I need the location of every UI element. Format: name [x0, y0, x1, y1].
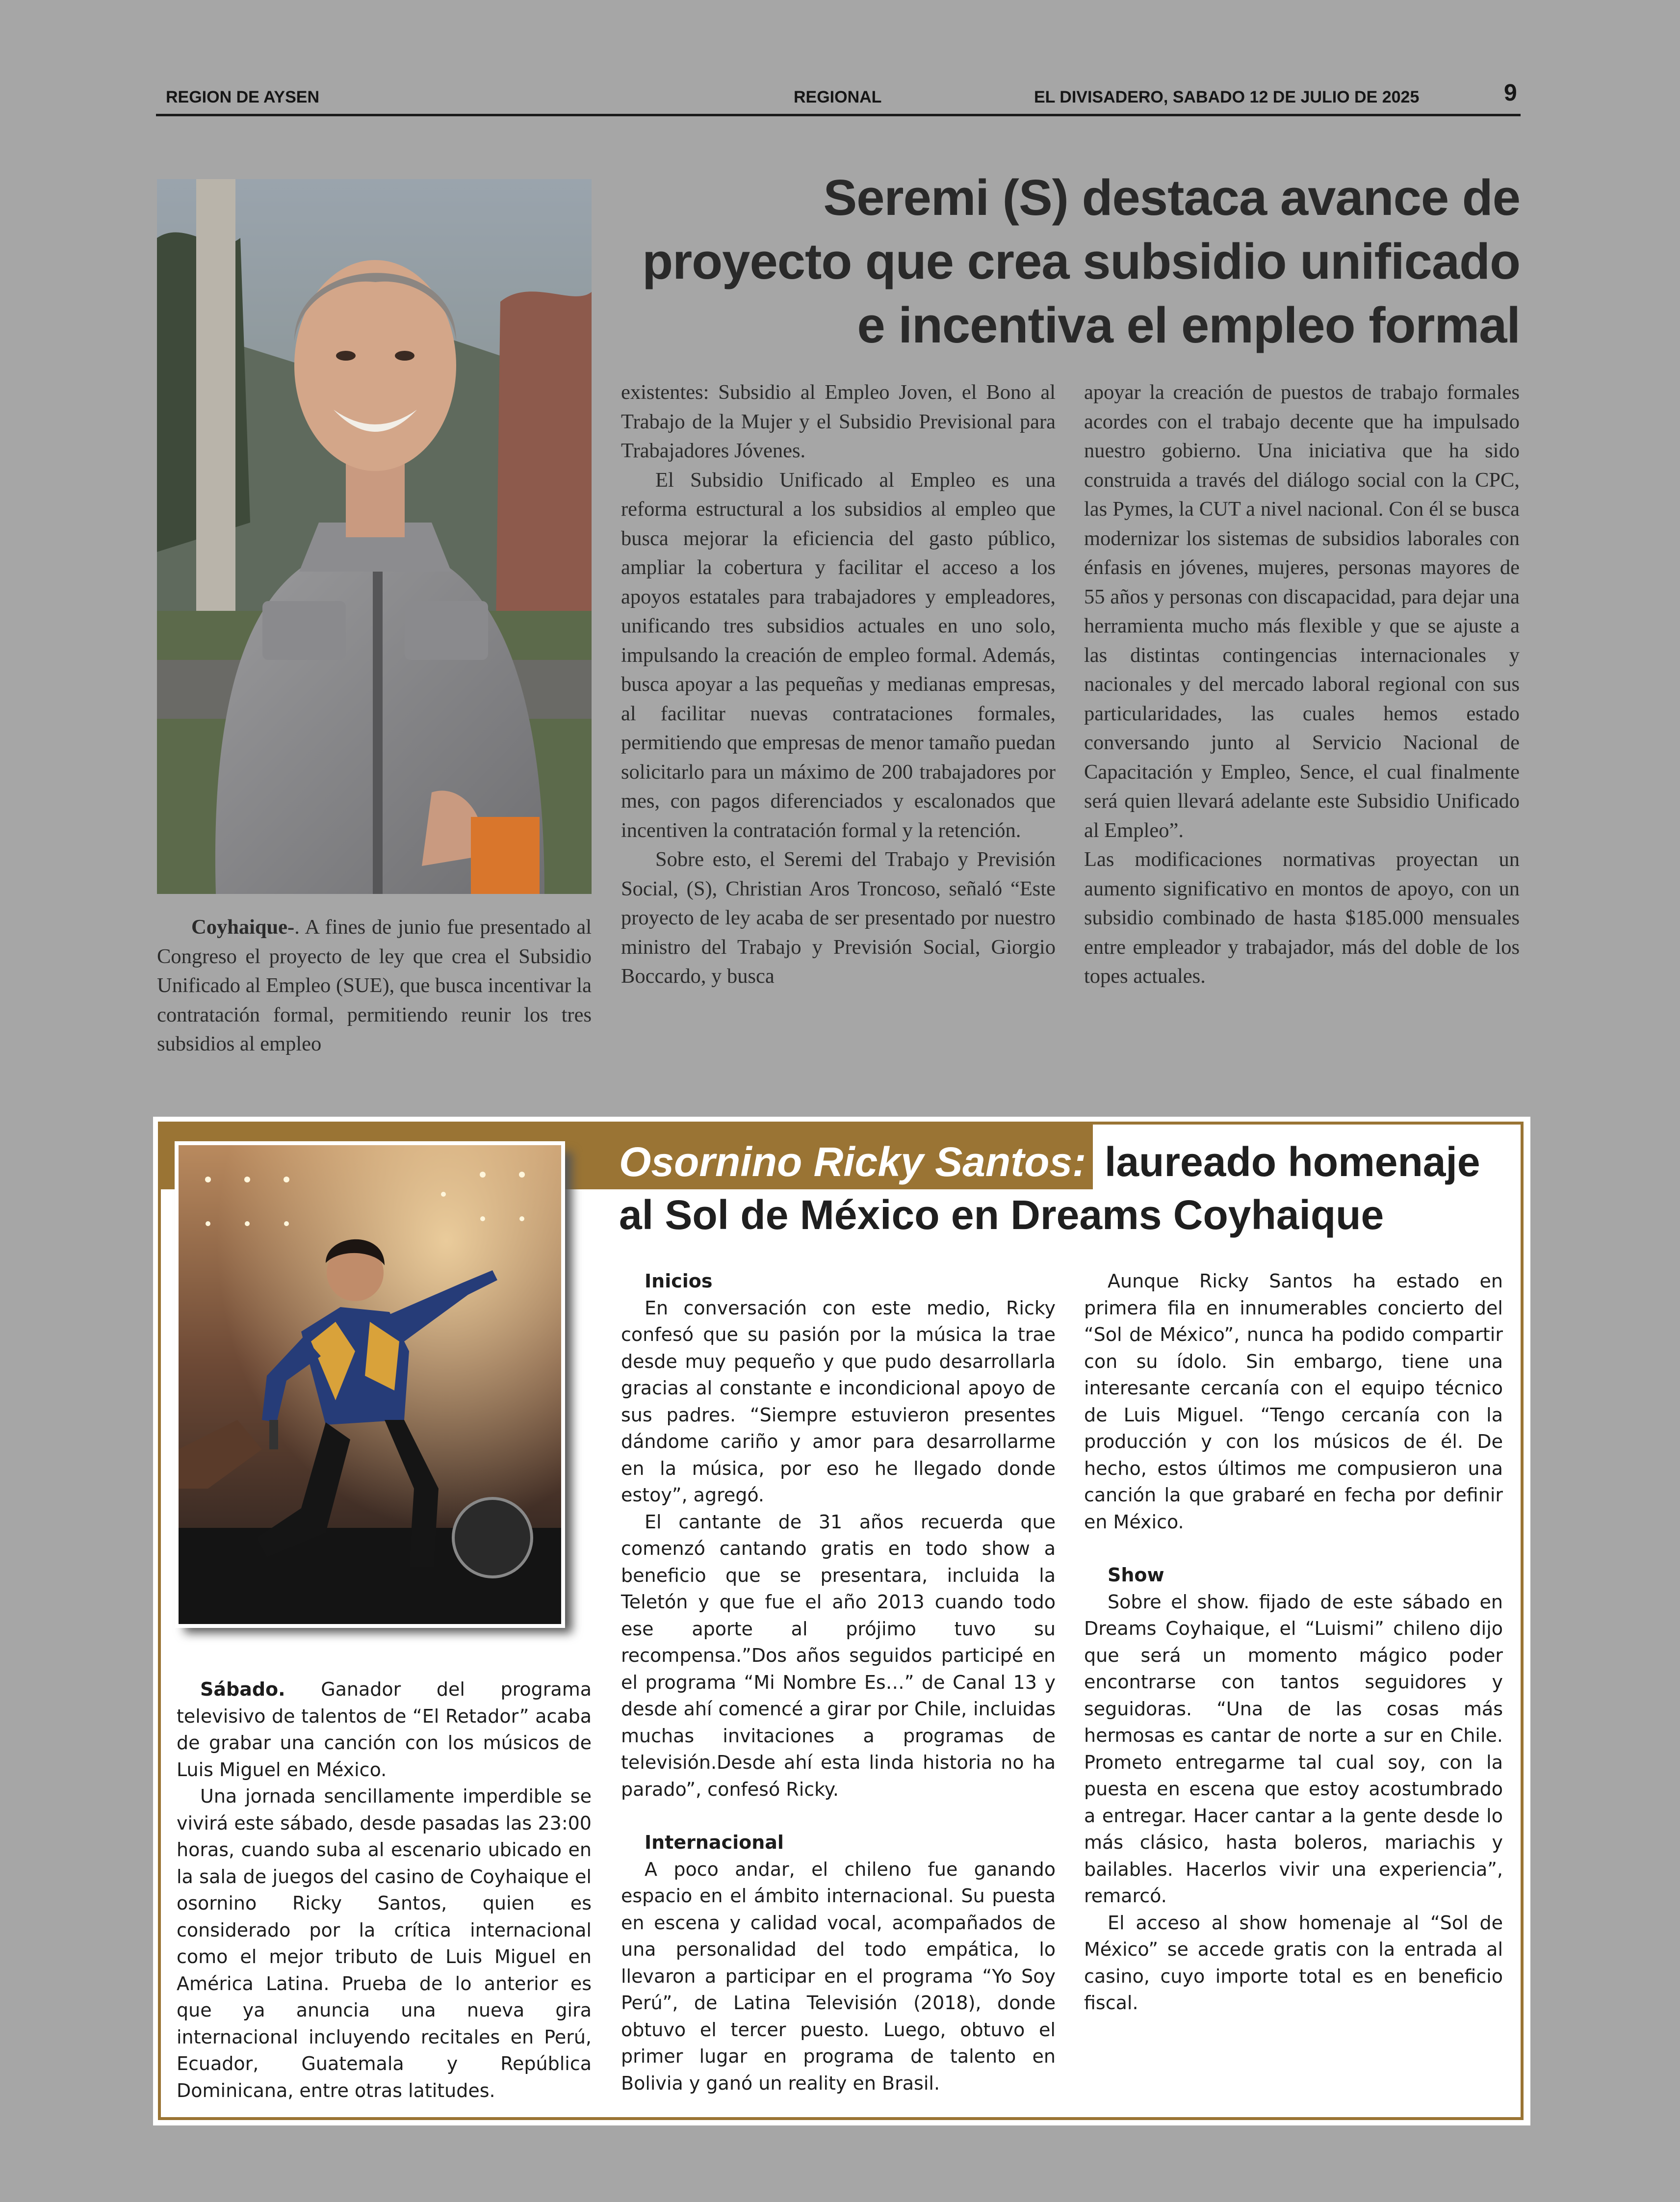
article2-paragraph: Una jornada sencillamente imperdible se vivirá este sábado, desde pasadas las 23:00 horas, cuando suba al escenario ubicado en la sala de juegos del casino de Coyhaique el osornino Ricky Santos, quien es considerado por la crítica internacional como el mejor tributo de Luis Miguel en América Latina. Prueba de lo anterior es que ya anuncia una nueva gira internacional incluyendo recitales en Perú, Ecuador, Guatemala y República Dominicana, entre otras latitudes. [177, 1785, 592, 2101]
article1-headline [588, 166, 1520, 357]
article2-column-1 [177, 1676, 592, 2104]
article2-paragraph: En conversación con este medio, Ricky confesó que su pasión por la música la trae desde muy pequeño y que pudo desarrollarla gracias al constante e incondicional apoyo de sus padres. “Siempre estuvieron presentes dándome cariño y amor para desarrollarme en la música, por eso he llegado donde estoy”, agregó. [621, 1297, 1056, 1506]
article1-column-3 [1084, 378, 1520, 991]
article2-headline-line1: laureado homenaje [1105, 1139, 1480, 1185]
article2-paragraph: El cantante de 31 años recuerda que comenzó cantando gratis en todo show a beneficio que se presentara, incluida la Teletón y que fue el año 2013 cuando todo ese aporte al prójimo tuvo su recompensa.”Dos años seguidos participé en el programa “Mi Nombre Es…” de Canal 13 y desde ahí comencé a girar por Chile, incluidas muchas invitaciones a programas de televisión.Desde ahí esta linda historia no ha parado”, confesó Ricky. [621, 1511, 1056, 1800]
article1-paragraph: Las modificaciones normativas proyectan un aumento significativo en montos de apoyo, con un subsidio combinado de hasta $185.000 mensuales entre empleador y trabajador, más del doble de los topes actuales. [1084, 848, 1520, 988]
article1-column-2 [621, 378, 1056, 991]
article2-paragraph: Sobre el show. fijado de este sábado en Dreams Coyhaique, el “Luismi” chileno dijo que será un momento mágico poder encontrarse con tantos seguidores y seguidoras. “Una de las cosas más hermosas es cantar de norte a sur en Chile. Prometo entregarme tal cual soy, con la puesta en escena que estoy acostumbrado a entregar. Hacer cantar a la gente desde lo más clásico, hasta boleros, mariachis y bailables. Hacerlos vivir una experiencia”, remarcó. [1084, 1591, 1503, 1907]
singer-stage-photo [175, 1141, 565, 1628]
article2-headline-highlight: Osornino Ricky Santos: [619, 1139, 1086, 1185]
article1-paragraph: El Subsidio Unificado al Empleo es una reforma estructural a los subsidios al empleo que busca mejorar la eficiencia del gasto público, ampliar la cobertura y facilitar el acceso a los apoyos estatales para trabajadores y empleadores, unificando tres subsidios actuales en uno solo, impulsando la creación de empleo formal. Además, busca apoyar a las pequeñas y medianas empresas, al facilitar nuevas contrataciones formales, permitiendo que empresas de menor tamaño puedan solicitarlo para un máximo de 200 trabajadores por mes, con pagos diferenciados y escalonados que incentiven la contratación formal y la retención. [621, 468, 1056, 842]
subheading-inicios: Inicios [645, 1270, 713, 1292]
article2-column-3 [1084, 1268, 1503, 2017]
article1-lead-text: . A fines de junio fue presentado al Congreso el proyecto de ley que crea el Subsidio Unificado al Empleo (SUE), que busca incentivar la contratación formal, permitiendo reunir los tres subsidios al empleo [157, 916, 592, 1055]
article1-paragraph: existentes: Subsidio al Empleo Joven, el Bono al Trabajo de la Mujer y el Subsidio Previsional para Trabajadores Jóvenes. [621, 381, 1056, 462]
section-center-label: REGIONAL [794, 88, 882, 106]
article1-column-1 [157, 913, 592, 1059]
article1-lead-dateline: Coyhaique- [191, 916, 295, 939]
article1-paragraph: apoyar la creación de puestos de trabajo formales acordes con el trabajo decente que ha impulsado nuestro gobierno. Una iniciativa que ha sido construida a través del diálogo social con la CPC, las Pymes, la CUT a nivel nacional. Con él se busca modernizar los sistemas de subsidios laborales con énfasis en jóvenes, mujeres, personas mayores de 55 años y personas con discapacidad, para dejar una herramienta mucho más flexible y que se ajuste a las distintas contingencias internacionales y nacionales y del mercado laboral regional con sus particularidades, las cuales hemos estado conversando junto al Servicio Nacional de Capacitación y Empleo, Sence, el cual finalmente será quien llevará adelante este Subsidio Unificado al Empleo”. [1084, 381, 1520, 842]
article2-paragraph: A poco andar, el chileno fue ganando espacio en el ámbito internacional. Su puesta en escena y calidad vocal, acompañados de una personalidad del todo empática, lo llevaron a participar en el programa “Yo Soy Perú”, de Latina Televisión (2018), donde obtuvo el tercer puesto. Luego, obtuvo el primer lugar en programa de talento en Bolivia y ganó un reality en Brasil. [621, 1858, 1056, 2094]
article2-lead-dateline: Sábado. [200, 1678, 285, 1700]
subheading-show: Show [1108, 1564, 1164, 1586]
article2-paragraph: Aunque Ricky Santos ha estado en primera fila en innumerables concierto del “Sol de México”, nunca ha podido compartir con su ídolo. Sin embargo, tiene una interesante cercanía con el equipo técnico de Luis Miguel. “Tengo cercanía con la producción y con los músicos de él. De hecho, estos últimos me compusieron una canción la que grabaré en fecha por definir en México. [1084, 1270, 1503, 1533]
article1-headline-line1: Seremi (S) destaca avance de [823, 169, 1520, 226]
seremi-portrait-photo [157, 179, 592, 894]
page-number: 9 [1504, 80, 1517, 106]
dateline: EL DIVISADERO, SABADO 12 DE JULIO DE 2025 [1034, 88, 1420, 106]
article1-paragraph: Sobre esto, el Seremi del Trabajo y Previsión Social, (S), Christian Aros Troncoso, señaló “Este proyecto de ley acaba de ser presentado por nuestro ministro del Trabajo y Previsión Social, Giorgio Boccardo, y busca [621, 848, 1056, 988]
subheading-internacional: Internacional [645, 1832, 784, 1853]
article1-headline-line2: proyecto que crea subsidio unificado [642, 233, 1520, 289]
article2-paragraph: El acceso al show homenaje al “Sol de México” se accede gratis con la entrada al casino, cuyo importe total es en beneficio fiscal. [1084, 1912, 1503, 2014]
header-rule [156, 114, 1521, 116]
section-label: REGION DE AYSEN [166, 88, 320, 106]
article2-headline-line2: al Sol de México en Dreams Coyhaique [619, 1192, 1384, 1238]
article2-lead-text: Ganador del programa televisivo de talentos de “El Retador” acaba de grabar una canción con los músicos de Luis Miguel en México. [177, 1678, 592, 1781]
article2-column-2 [621, 1268, 1056, 2097]
article1-headline-line3: e incentiva el empleo formal [857, 297, 1520, 353]
